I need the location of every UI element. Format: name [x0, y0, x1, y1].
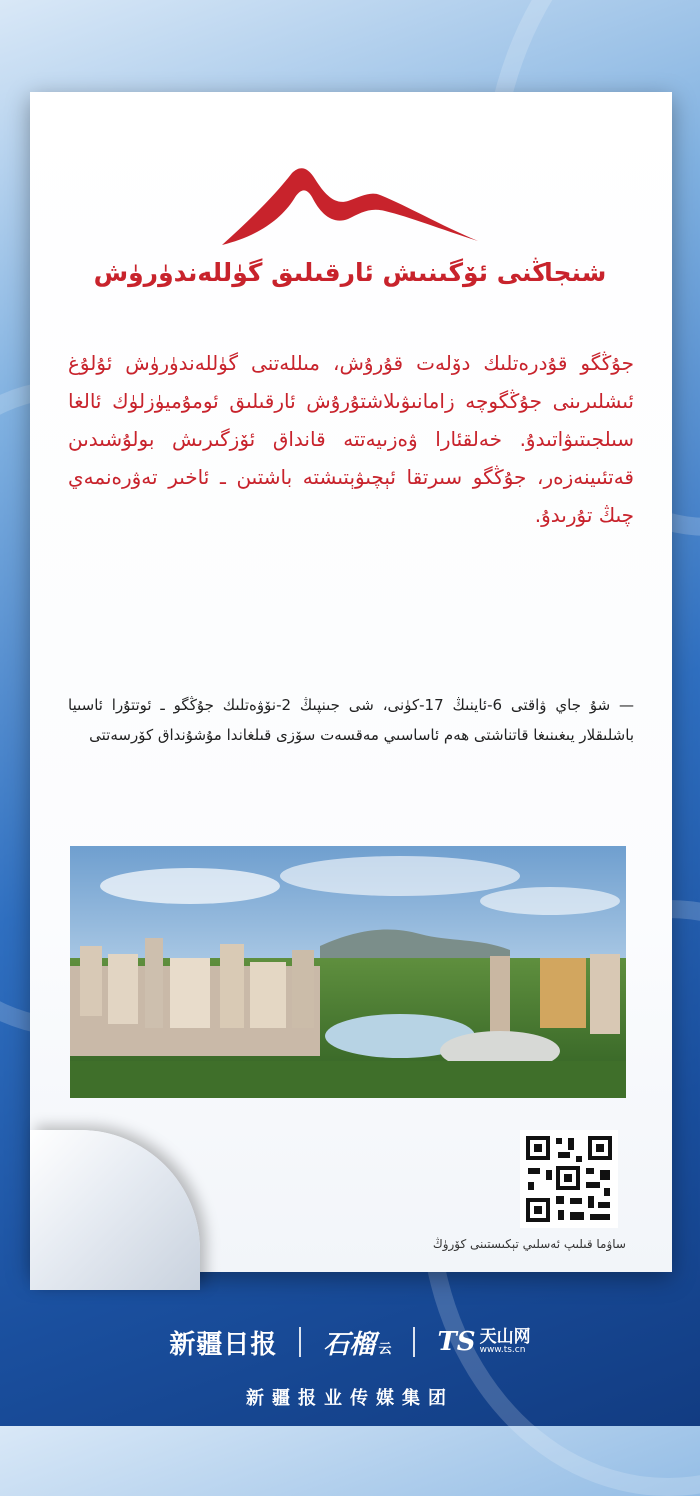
xinjiang-daily-logo: 新疆日报: [169, 1329, 278, 1360]
tianshan-net-name: 天山网: [479, 1327, 531, 1347]
ts-logo-icon: TS: [437, 1327, 476, 1357]
quote-body: جۇڭگو قۇدرەتلىك دۆلەت قۇرۇش، مىللەتنى گۈللەندۈرۈش ئۇلۇغ ئىشلىرىنى جۇڭگوچە زامانىۋىلاشتۇرۇش ئارقىلىق ئومۇميۈزلۈك ئالغا سىلجىتىۋاتىدۇ. خەلقئارا ۋەزىيەتتە قانداق ئۆزگىرىش بولۇشىدىن قەتئىينەزەر، جۇڭگو سىرتقا ئېچىۋېتىشتە باشتىن ـ ئاخىر تەۋرەنمەي چىڭ تۇرىدۇ.: [68, 351, 634, 527]
page-title: شنجاڭنى ئۆگىنىش ئارقىلىق گۈللەندۈرۈش: [93, 258, 607, 287]
footer-logos: [0, 1322, 700, 1362]
quote-source: — شۇ جاي ۋاقتى 6-ئاينىڭ 17-كۈنى، شى جىنپىڭ 2-نۆۋەتلىك جۇڭگو ـ ئوتتۇرا ئاسىيا باشلىقلار يىغىنىغا قاتناشتى ھەم ئاساسىي مەقسەت سۆزى قىلغاندا مۇشۇنداق كۆرسەتتى: [68, 696, 635, 744]
tianshan-net-url: www.ts.cn: [479, 1345, 526, 1355]
city-photo: [70, 846, 626, 1098]
qr-caption: ساۋما قىلىپ ئەسلىي تېكىستىنى كۆرۈڭ: [432, 1237, 626, 1251]
qr-code-icon[interactable]: [520, 1130, 618, 1228]
footer-divider: [413, 1327, 415, 1357]
shiliu-cloud-logo: 石榴 云: [323, 1329, 392, 1360]
footer-divider: [299, 1327, 301, 1357]
footer-group-name: 新疆报业传媒集团: [246, 1388, 454, 1409]
tianshan-net-logo: [437, 1327, 530, 1357]
mountain-logo-icon: [220, 165, 480, 247]
